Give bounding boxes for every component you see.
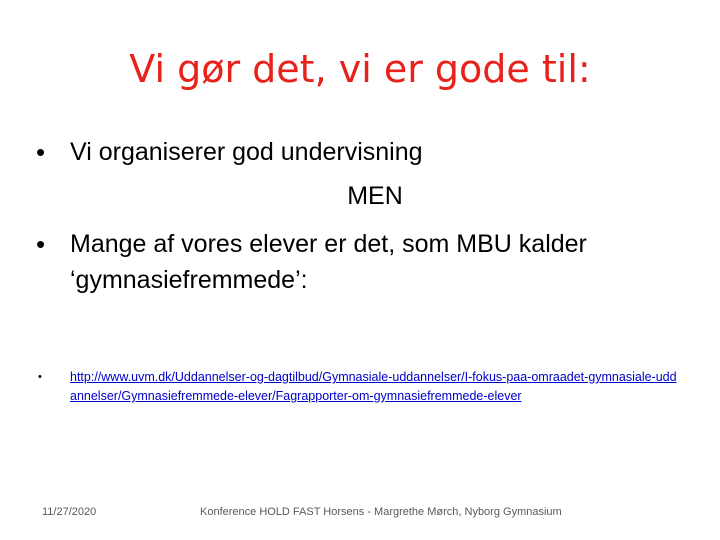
footer-date: 11/27/2020 bbox=[42, 506, 97, 518]
bullet-marker: • bbox=[36, 137, 46, 167]
bullet-text: Mange af vores elever er det, som MBU kalder ‘gymnasiefremmede’: bbox=[70, 230, 587, 294]
hyperlink[interactable]: http://www.uvm.dk/Uddannelser-og-dagtilbud/Gymnasiale-uddannelser/I-fokus-paa-omraadet-gymnasiale-uddannelser/Gymnasiefremmede-elever/Fagrapporter-om-gymnasiefremmede-elever bbox=[70, 370, 677, 403]
link-bullet-item bbox=[38, 368, 682, 406]
bullet-item-1 bbox=[36, 134, 423, 170]
slide-title: Vi gør det, vi er gode til: bbox=[129, 47, 591, 91]
bullet-marker: • bbox=[38, 371, 42, 383]
footer-text: Konference HOLD FAST Horsens - Margrethe Mørch, Nyborg Gymnasium bbox=[200, 506, 562, 518]
bullet-text: Vi organiserer god undervisning bbox=[70, 138, 423, 166]
bullet-marker: • bbox=[36, 229, 46, 259]
separator-text: MEN bbox=[347, 182, 403, 210]
bullet-item-2 bbox=[36, 226, 690, 298]
